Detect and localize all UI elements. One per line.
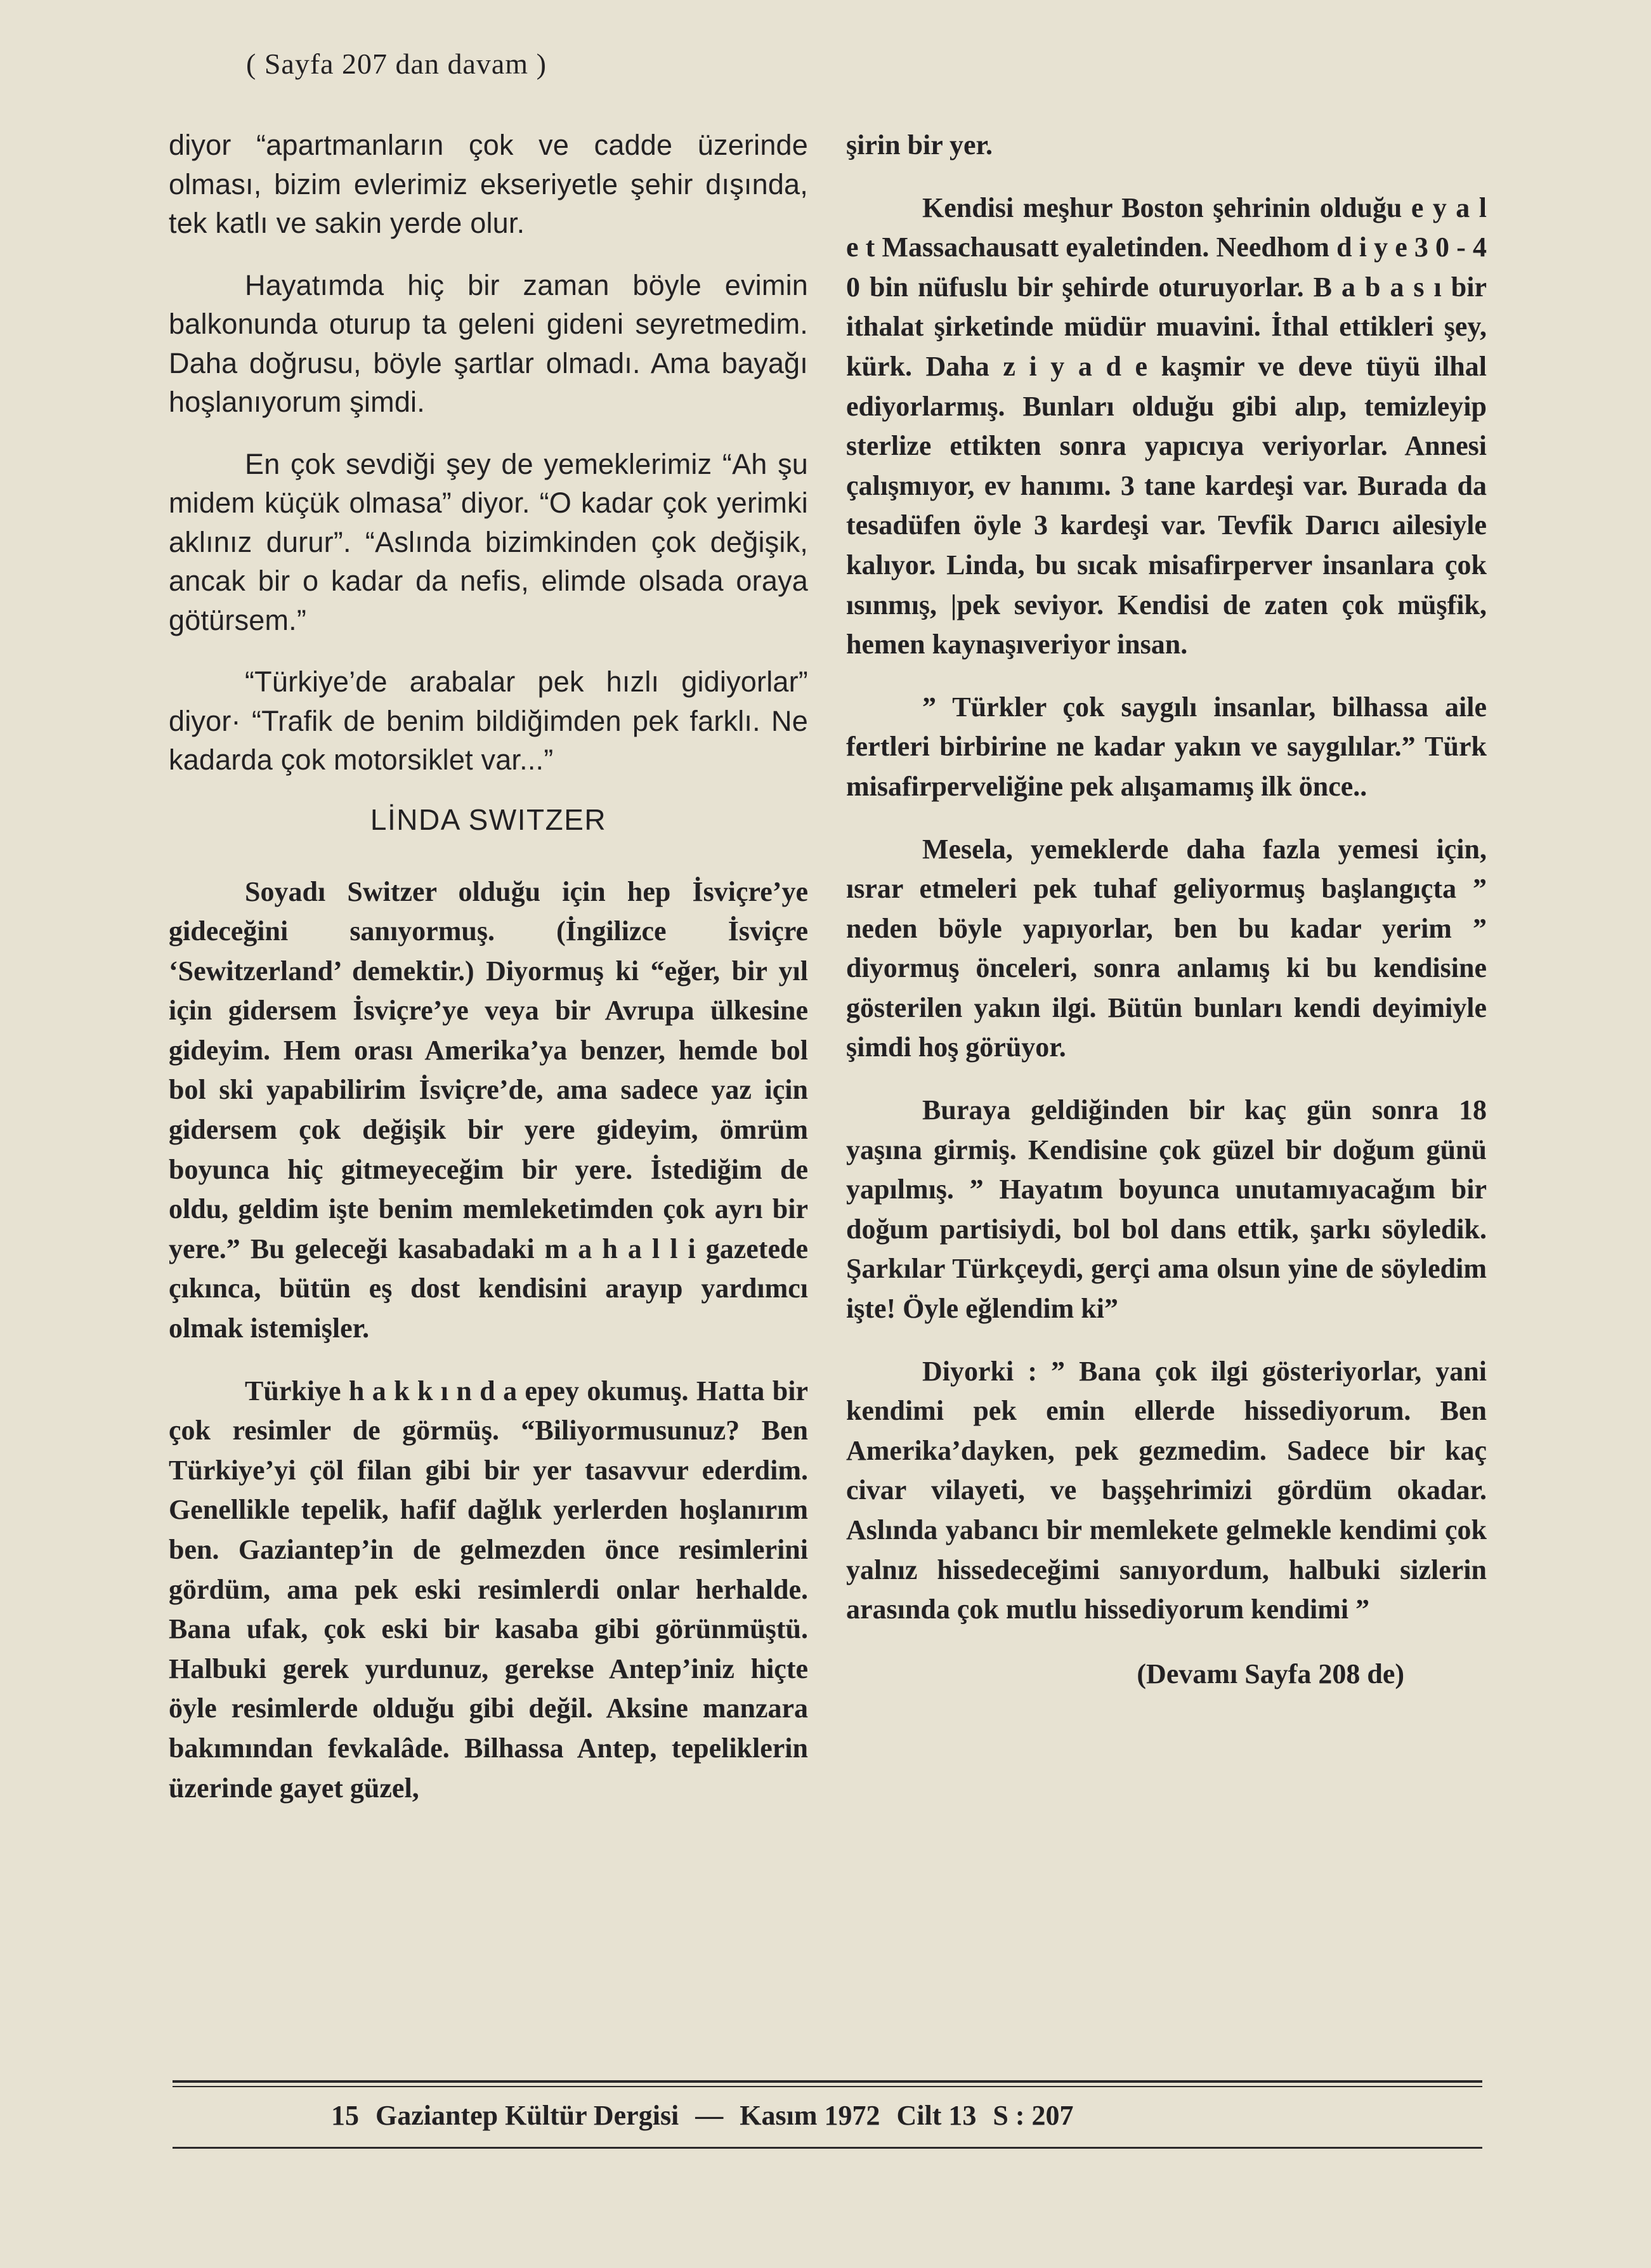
issue-date: Kasım 1972: [740, 2099, 880, 2131]
left-column: [169, 126, 808, 1831]
paragraph: ” Türkler çok saygılı insanlar, bilhassa aile fertleri birbirine ne kadar yakın ve saygılılar.” Türk misafirperveliğine pek alışamamış ilk önce..: [846, 691, 1487, 802]
paragraph: Buraya geldiğinden bir kaç gün sonra 18 yaşına girmiş. Kendisine çok güzel bir doğum günü yapılmış. ” Hayatım boyunca unutamıyacağım bir doğum partisiydi, bol bol dans ettik, şarkı söyledik. Şarkılar Türkçeydi, gerçi ama olsun yine de söyledim işte! Öyle eğlendim ki”: [846, 1094, 1487, 1325]
paragraph: şirin bir yer.: [846, 129, 993, 161]
right-column: [846, 126, 1487, 1693]
footer-divider: [173, 2147, 1482, 2149]
paragraph: “Türkiye’de arabalar pek hızlı gidiyorlar” diyor· “Trafik de benim bildiğimden pek farklı. Ne kadarda çok motorsiklet var...”: [169, 665, 808, 776]
paragraph: diyor “apartmanların çok ve cadde üzerinde olması, bizim evlerimiz ekseriyetle şehir dışında, tek katlı ve sakin yerde olur.: [169, 129, 808, 239]
volume-number: Cilt 13: [896, 2099, 977, 2131]
paragraph: Mesela, yemeklerde daha fazla yemesi için, ısrar etmeleri pek tuhaf geliyormuş başlangıçta ” neden böyle yapıyorlar, ben bu kadar yerim ” diyormuş önceleri, sonra anlamış ki bu kendisine gösterilen yakın ilgi. Bütün bunları kendi deyimiyle şimdi hoş görüyor.: [846, 833, 1487, 1063]
paragraph: Kendisi meşhur Boston şehrinin olduğu e y a l e t Massachausatt eyaletinden. Needhom d i y e 3 0 - 4 0 bin nüfuslu bir şehirde oturuyorlar. B a b a s ı bir ithalat şirketinde müdür muavini. İthal ettikleri şey, kürk. Daha z i y a d e kaşmir ve deve tüyü ilhal ediyorlarmış. Bunları olduğu gibi alıp, temizleyip sterlize ettikten sonra yapıcıya veriyorlar. Annesi çalışmıyor, ev hanımı. 3 tane kardeşi var. Burada da tesadüfen öyle 3 kardeşi var. Tevfik Darıcı ailesiyle kalıyor. Linda, bu sıcak misafirperver insanlara çok ısınmış, |pek seviyor. Kendisi de zaten çok müşfik, hemen kaynaşıveriyor insan.: [846, 192, 1487, 660]
paragraph: En çok sevdiği şey de yemeklerimiz “Ah şu midem küçük olmasa” diyor. “O kadar çok yerimki aklınız durur”. “Aslında bizimkinden çok değişik, ancak bir o kadar da nefis, elimde olsada oraya götürsem.”: [169, 447, 808, 636]
page-number: 15: [331, 2099, 359, 2131]
continued-from-note: ( Sayfa 207 dan davam ): [246, 48, 547, 80]
footer-divider: [173, 2080, 1482, 2083]
continued-to-note: (Devamı Sayfa 208 de): [1137, 1658, 1404, 1689]
page-footer: [331, 2087, 1090, 2144]
paragraph: Türkiye h a k k ı n d a epey okumuş. Hatta bir çok resimler de görmüş. “Biliyormusunuz? Ben Türkiye’yi çöl filan gibi bir yer tasavvur ederdim. Genellikle tepelik, hafif dağlık yerlerden hoşlanırım ben. Gaziantep’in de gelmezden önce resimlerini gördüm, ama pek eski resimlerdi onlar herhalde. Bana ufak, çok eski bir kasaba gibi görünmüştü. Halbuki gerek yurdunuz, gerekse Antep’iniz hiçte öyle resimlerde olduğu gibi değil. Aksine manzara bakımından fevkalâde. Bilhassa Antep, tepeliklerin üzerinde gayet güzel,: [169, 1375, 808, 1804]
section-heading: LİNDA SWITZER: [370, 803, 607, 836]
footer-dash: —: [695, 2099, 724, 2131]
paragraph: Diyorki : ” Bana çok ilgi gösteriyorlar, yani kendimi pek emin ellerde hissediyorum. Ben Amerika’dayken, pek gezmedim. Sadece bir kaç civar vilayeti, ve başşehrimizi gördüm okadar. Aslında yabancı bir memlekete gelmekle kendimi çok yalnız hissedeceğimi sanıyordum, halbuki sizlerin arasında çok mutlu hissediyorum kendimi ”: [846, 1355, 1487, 1625]
journal-name: Gaziantep Kültür Dergisi: [375, 2099, 679, 2131]
paragraph: Hayatımda hiç bir zaman böyle evimin balkonunda oturup ta geleni gideni seyretmedim. Daha doğrusu, böyle şartlar olmadı. Ama bayağı hoşlanıyorum şimdi.: [169, 268, 808, 418]
paragraph: Soyadı Switzer olduğu için hep İsviçre’ye gideceğini sanıyormuş. (İngilizce İsviçre ‘Sewitzerland’ demektir.) Diyormuş ki “eğer, bir yıl için gidersem İsviçre’ye veya bir Avrupa ülkesine gideyim. Hem orası Amerika’ya benzer, hemde bol bol ski yapabilirim İsviçre’de, ama sadece yaz için gidersem çok değişik bir yere gideyim, ömrüm boyunca hiç gitmeyeceğim bir yere. İstediğim de oldu, geldim işte benim memleketimden çok ayrı bir yere.” Bu geleceği kasabadaki m a h a l l i gazetede çıkınca, bütün eş dost kendisini arayıp yardımcı olmak istemişler.: [169, 875, 808, 1344]
issue-number: S : 207: [993, 2099, 1074, 2131]
